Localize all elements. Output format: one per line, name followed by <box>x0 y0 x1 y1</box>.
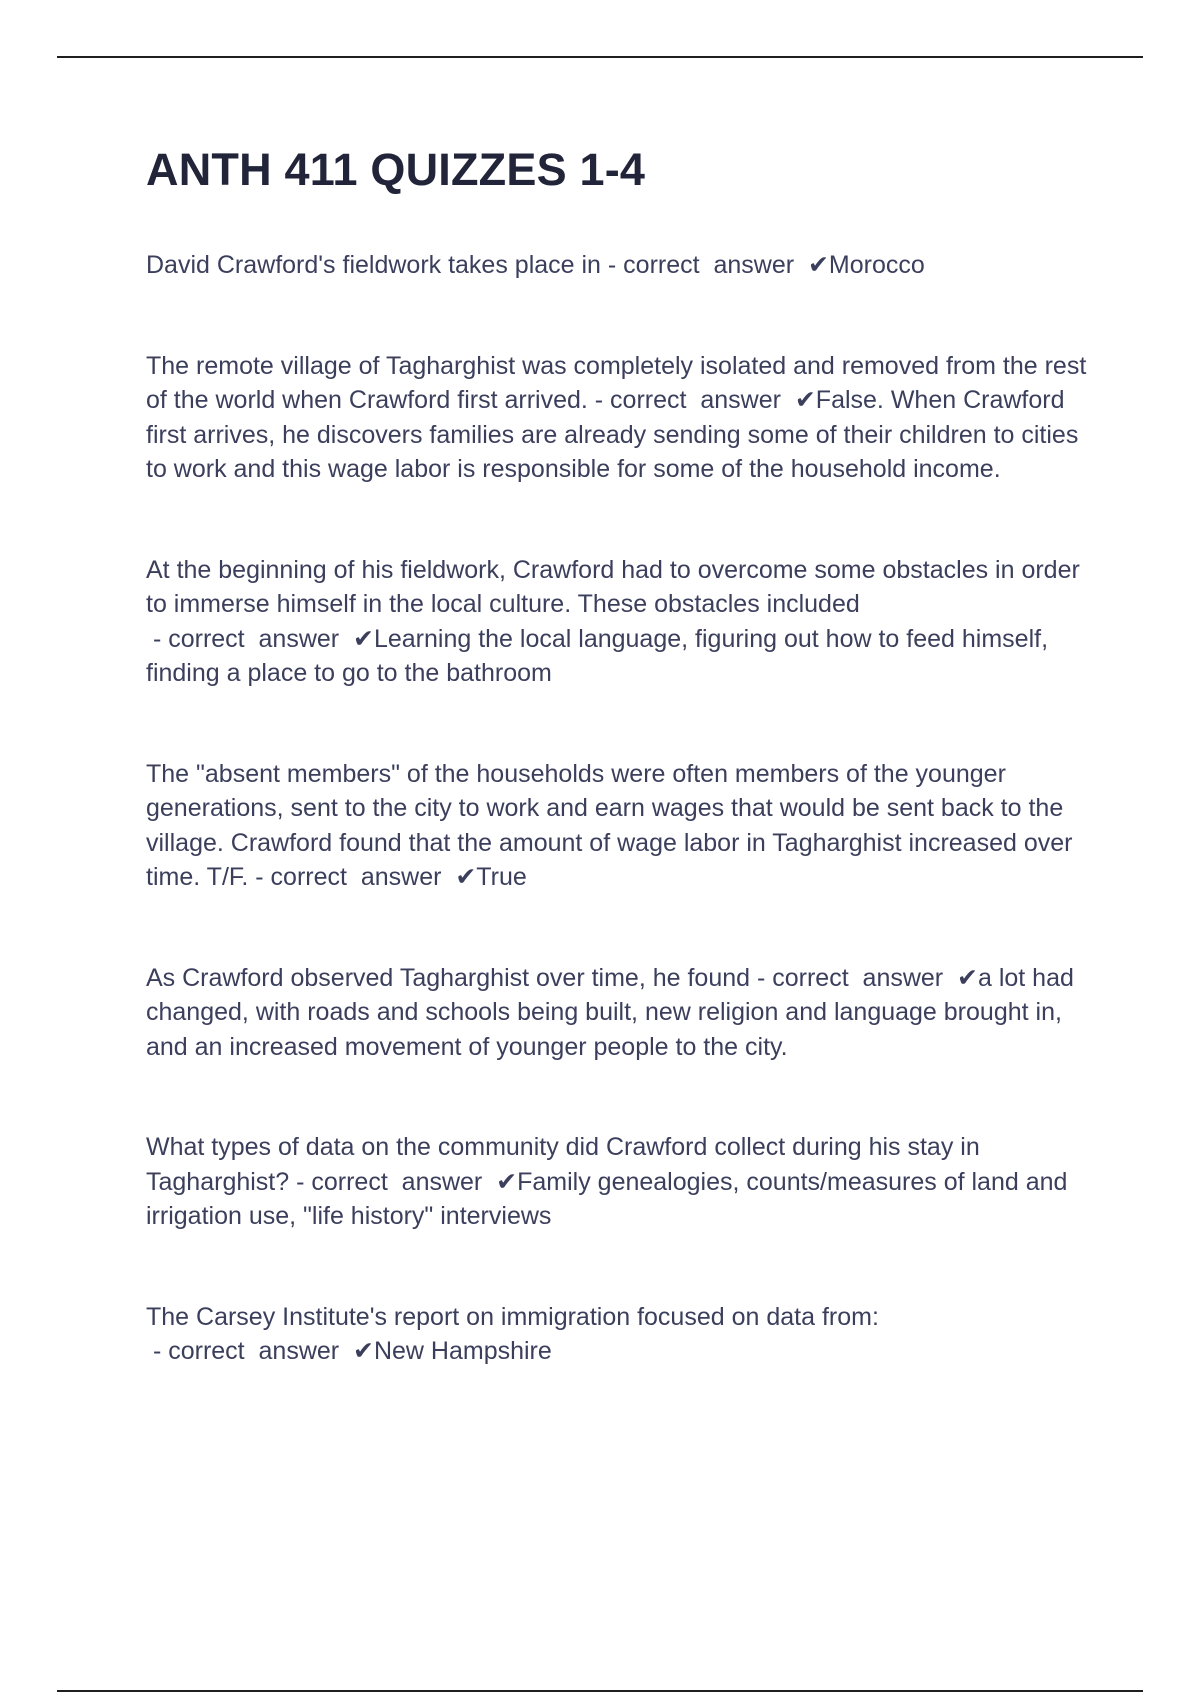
check-icon: ✔ <box>794 386 816 414</box>
bottom-rule <box>57 1690 1143 1692</box>
question-text: What types of data on the community did Crawford collect during his stay in Tagharghist? <box>146 1133 980 1196</box>
document-body <box>146 140 1096 1435</box>
question-text: As Crawford observed Tagharghist over time, he found <box>146 963 751 992</box>
check-icon: ✔ <box>353 624 374 653</box>
answer-text: Family genealogies, counts/measures of land and irrigation use, "life history" interviews <box>146 1167 1068 1230</box>
correct-answer-label: - correct answer <box>587 386 795 414</box>
answer-text: a lot had changed, with roads and schools being built, new religion and language brought in, and an increased movement of younger people to the city. <box>146 963 1074 1061</box>
qa-item <box>146 1300 1096 1369</box>
question-text: The Carsey Institute's report on immigration focused on data from: <box>146 1302 879 1331</box>
qa-item <box>146 248 1096 283</box>
qa-item <box>146 757 1096 895</box>
check-icon: ✔ <box>957 963 978 992</box>
correct-answer-label: - correct answer <box>600 251 808 279</box>
check-icon: ✔ <box>353 1337 374 1365</box>
check-icon: ✔ <box>496 1167 518 1196</box>
top-rule <box>57 56 1143 58</box>
qa-item <box>146 961 1096 1065</box>
answer-text: False. When Crawford first arrives, he discovers families are already sending some of their children to cities to work and this wage labor is responsible for some of the household income. <box>146 386 1079 483</box>
qa-item <box>146 1130 1096 1234</box>
correct-answer-label: - correct answer <box>750 963 958 992</box>
question-text: David Crawford's fieldwork takes place in <box>146 251 601 279</box>
correct-answer-label: - correct answer <box>146 1337 353 1365</box>
page-title: ANTH 411 QUIZZES 1-4 <box>146 144 646 195</box>
answer-text: Learning the local language, figuring out how to feed himself, finding a place to go to the bathroom <box>146 624 1049 687</box>
question-text: At the beginning of his fieldwork, Crawford had to overcome some obstacles in order to immerse himself in the local culture. These obstacles included <box>146 555 1080 618</box>
correct-answer-label: - correct answer <box>289 1167 497 1196</box>
qa-item <box>146 553 1096 691</box>
answer-text: Morocco <box>828 251 925 279</box>
check-icon: ✔ <box>807 251 829 279</box>
answer-text: New Hampshire <box>373 1337 552 1365</box>
check-icon: ✔ <box>455 863 477 891</box>
correct-answer-label: - correct answer <box>146 624 353 653</box>
question-text: The remote village of Tagharghist was completely isolated and removed from the rest of the world when Crawford first arrived. <box>146 351 1087 414</box>
qa-item <box>146 349 1096 487</box>
correct-answer-label: - correct answer <box>248 863 456 891</box>
answer-text: True <box>476 863 527 891</box>
question-text: The "absent members" of the households were often members of the younger generations, sent to the city to work and earn wages that would be sent back to the village. Crawford found that the amount of wage labor in Tagharghist increased over time. T/F. <box>146 759 1073 891</box>
